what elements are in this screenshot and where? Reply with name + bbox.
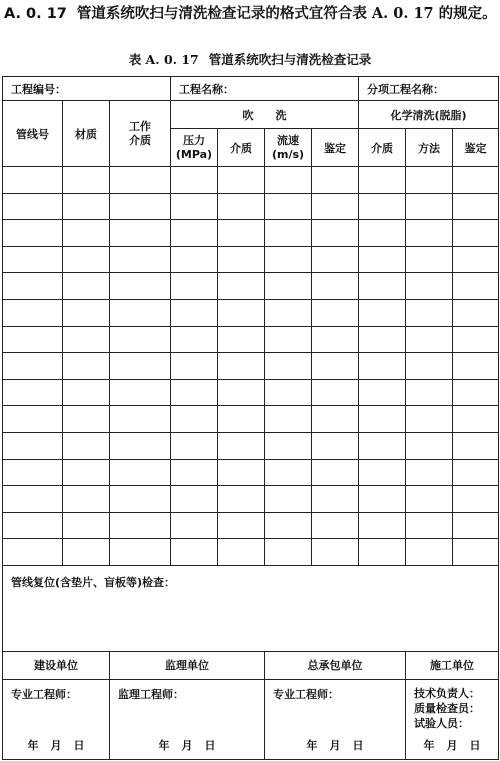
table-cell[interactable] xyxy=(359,459,406,486)
header-work-medium-line1: 工作 xyxy=(129,119,151,133)
table-cell[interactable] xyxy=(3,273,63,300)
header-chem-appraisal: 鉴定 xyxy=(453,129,499,167)
table-cell[interactable] xyxy=(265,193,312,220)
table-cell[interactable] xyxy=(265,326,312,353)
table-cell[interactable] xyxy=(171,512,218,539)
table-cell[interactable] xyxy=(218,539,265,566)
table-cell[interactable] xyxy=(453,326,499,353)
table-cell[interactable] xyxy=(406,299,453,326)
table-row xyxy=(3,406,499,433)
table-cell[interactable] xyxy=(3,539,63,566)
table-row xyxy=(3,379,499,406)
table-cell[interactable] xyxy=(218,326,265,353)
table-cell[interactable] xyxy=(110,432,171,459)
table-cell[interactable] xyxy=(265,406,312,433)
table-cell[interactable] xyxy=(218,273,265,300)
table-cell[interactable] xyxy=(265,512,312,539)
header-appraisal: 鉴定 xyxy=(312,129,359,167)
table-cell[interactable] xyxy=(312,167,359,194)
table-cell[interactable] xyxy=(312,379,359,406)
purge-cleaning-record-table xyxy=(2,76,499,760)
table-cell[interactable] xyxy=(406,193,453,220)
signature-header-row xyxy=(3,651,499,679)
contractor-role: 专业工程师： xyxy=(273,687,339,701)
table-cell[interactable] xyxy=(218,193,265,220)
unit-general-contractor: 总承包单位 xyxy=(265,651,406,679)
table-cell[interactable] xyxy=(265,273,312,300)
table-cell[interactable] xyxy=(63,459,110,486)
table-cell[interactable] xyxy=(3,406,63,433)
table-row xyxy=(3,459,499,486)
table-row xyxy=(3,246,499,273)
table-cell[interactable] xyxy=(218,353,265,380)
table-cell[interactable] xyxy=(63,246,110,273)
table-row xyxy=(3,220,499,247)
table-cell[interactable] xyxy=(63,379,110,406)
table-cell[interactable] xyxy=(406,432,453,459)
table-cell[interactable] xyxy=(63,512,110,539)
table-cell[interactable] xyxy=(453,246,499,273)
contractor-date: 年 月 日 xyxy=(306,738,364,752)
table-row xyxy=(3,273,499,300)
table-cell[interactable] xyxy=(110,299,171,326)
table-cell[interactable] xyxy=(63,353,110,380)
table-number: 表 A. 0. 17 xyxy=(128,52,199,67)
table-cell[interactable] xyxy=(406,486,453,513)
table-cell[interactable] xyxy=(171,326,218,353)
table-cell[interactable] xyxy=(171,432,218,459)
table-cell[interactable] xyxy=(63,273,110,300)
table-cell[interactable] xyxy=(63,432,110,459)
table-row xyxy=(3,326,499,353)
table-cell[interactable] xyxy=(406,539,453,566)
header-medium: 介质 xyxy=(218,129,265,167)
table-cell[interactable] xyxy=(359,379,406,406)
table-cell[interactable] xyxy=(63,486,110,513)
table-cell[interactable] xyxy=(3,379,63,406)
table-cell[interactable] xyxy=(265,432,312,459)
table-cell[interactable] xyxy=(312,220,359,247)
header-chem-medium: 介质 xyxy=(359,129,406,167)
table-cell[interactable] xyxy=(312,299,359,326)
table-cell[interactable] xyxy=(265,167,312,194)
table-cell[interactable] xyxy=(265,220,312,247)
table-cell[interactable] xyxy=(3,459,63,486)
table-cell[interactable] xyxy=(218,220,265,247)
table-cell[interactable] xyxy=(359,512,406,539)
info-row xyxy=(3,77,499,101)
table-cell[interactable] xyxy=(453,167,499,194)
table-name: 管道系统吹扫与清洗检查记录 xyxy=(208,52,372,67)
unit-owner: 建设单位 xyxy=(3,651,110,679)
table-cell[interactable] xyxy=(453,539,499,566)
table-cell[interactable] xyxy=(359,353,406,380)
table-cell[interactable] xyxy=(110,220,171,247)
table-title xyxy=(0,50,500,68)
table-cell[interactable] xyxy=(359,220,406,247)
table-row xyxy=(3,486,499,513)
table-cell[interactable] xyxy=(110,486,171,513)
table-cell[interactable] xyxy=(110,353,171,380)
table-cell[interactable] xyxy=(406,273,453,300)
intro-text: 管道系统吹扫与清洗检查记录的格式宜符合表 A. 0. 17 的规定。 xyxy=(76,5,497,22)
table-cell[interactable] xyxy=(3,486,63,513)
table-cell[interactable] xyxy=(110,193,171,220)
table-cell[interactable] xyxy=(453,353,499,380)
project-name-cell[interactable]: 工程名称： xyxy=(171,77,359,101)
table-cell[interactable] xyxy=(453,459,499,486)
table-cell[interactable] xyxy=(359,326,406,353)
table-cell[interactable] xyxy=(3,432,63,459)
table-cell[interactable] xyxy=(63,193,110,220)
table-cell[interactable] xyxy=(3,167,63,194)
table-cell[interactable] xyxy=(3,299,63,326)
builder-role-tester: 试验人员： xyxy=(414,716,469,730)
table-cell[interactable] xyxy=(453,299,499,326)
header-flow-line2: (m/s) xyxy=(271,147,305,161)
sub-project-cell[interactable]: 分项工程名称： xyxy=(359,77,499,101)
builder-signature-cell[interactable] xyxy=(406,679,499,759)
header-material: 材质 xyxy=(63,101,110,167)
table-cell[interactable] xyxy=(63,167,110,194)
table-cell[interactable] xyxy=(63,539,110,566)
table-cell[interactable] xyxy=(218,459,265,486)
table-cell[interactable] xyxy=(359,299,406,326)
header-pressure-line1: 压力 xyxy=(183,133,205,147)
table-row xyxy=(3,432,499,459)
builder-roles xyxy=(414,686,494,731)
table-cell[interactable] xyxy=(453,379,499,406)
table-cell[interactable] xyxy=(453,486,499,513)
table-cell[interactable] xyxy=(265,299,312,326)
table-row xyxy=(3,512,499,539)
table-cell[interactable] xyxy=(171,406,218,433)
table-cell[interactable] xyxy=(312,539,359,566)
unit-supervisor: 监理单位 xyxy=(110,651,265,679)
table-cell[interactable] xyxy=(265,353,312,380)
table-cell[interactable] xyxy=(3,353,63,380)
table-cell[interactable] xyxy=(312,432,359,459)
table-cell[interactable] xyxy=(453,273,499,300)
data-rows xyxy=(3,167,499,566)
header-work-medium xyxy=(110,101,171,167)
table-cell[interactable] xyxy=(265,379,312,406)
table-cell[interactable] xyxy=(406,220,453,247)
header-chem-group: 化学清洗(脱脂) xyxy=(359,101,499,129)
table-cell[interactable] xyxy=(218,167,265,194)
table-cell[interactable] xyxy=(63,406,110,433)
table-cell[interactable] xyxy=(359,486,406,513)
table-cell[interactable] xyxy=(312,406,359,433)
table-row xyxy=(3,167,499,194)
reset-check-cell[interactable]: 管线复位(含垫片、盲板等)检查： xyxy=(3,565,499,651)
table-cell[interactable] xyxy=(3,193,63,220)
header-purge-group: 吹 洗 xyxy=(171,101,359,129)
intro-paragraph xyxy=(4,2,498,26)
table-row xyxy=(3,193,499,220)
header-pressure xyxy=(171,129,218,167)
header-flow xyxy=(265,129,312,167)
table-cell[interactable] xyxy=(312,459,359,486)
header-pipe-no: 管线号 xyxy=(3,101,63,167)
table-cell[interactable] xyxy=(312,246,359,273)
owner-date: 年 月 日 xyxy=(27,738,85,752)
supervisor-role: 监理工程师： xyxy=(118,687,184,701)
builder-date: 年 月 日 xyxy=(423,738,481,752)
table-cell[interactable] xyxy=(312,326,359,353)
project-no-cell[interactable]: 工程编号： xyxy=(3,77,171,101)
clause-number: A. 0. 17 xyxy=(4,6,67,22)
table-cell[interactable] xyxy=(3,326,63,353)
table-cell[interactable] xyxy=(110,459,171,486)
table-cell[interactable] xyxy=(110,406,171,433)
table-cell[interactable] xyxy=(312,486,359,513)
table-cell[interactable] xyxy=(359,193,406,220)
table-cell[interactable] xyxy=(171,353,218,380)
table-cell[interactable] xyxy=(171,379,218,406)
table-cell[interactable] xyxy=(110,246,171,273)
unit-builder: 施工单位 xyxy=(406,651,499,679)
table-cell[interactable] xyxy=(171,299,218,326)
table-cell[interactable] xyxy=(406,326,453,353)
table-cell[interactable] xyxy=(265,486,312,513)
reset-check-row xyxy=(3,565,499,651)
table-cell[interactable] xyxy=(218,432,265,459)
table-cell[interactable] xyxy=(171,486,218,513)
table-cell[interactable] xyxy=(110,273,171,300)
table-cell[interactable] xyxy=(312,273,359,300)
table-cell[interactable] xyxy=(218,246,265,273)
table-cell[interactable] xyxy=(110,539,171,566)
owner-role: 专业工程师： xyxy=(11,687,77,701)
table-cell[interactable] xyxy=(406,246,453,273)
table-row xyxy=(3,539,499,566)
owner-signature-cell[interactable] xyxy=(3,679,110,759)
table-cell[interactable] xyxy=(359,273,406,300)
table-cell[interactable] xyxy=(265,246,312,273)
table-cell[interactable] xyxy=(359,167,406,194)
table-row xyxy=(3,353,499,380)
table-cell[interactable] xyxy=(312,193,359,220)
table-cell[interactable] xyxy=(171,220,218,247)
table-cell[interactable] xyxy=(110,379,171,406)
table-cell[interactable] xyxy=(110,512,171,539)
table-cell[interactable] xyxy=(406,167,453,194)
header-work-medium-line2: 介质 xyxy=(129,133,151,147)
table-cell[interactable] xyxy=(453,512,499,539)
table-cell[interactable] xyxy=(63,220,110,247)
table-cell[interactable] xyxy=(359,246,406,273)
table-cell[interactable] xyxy=(453,432,499,459)
contractor-signature-cell[interactable] xyxy=(265,679,406,759)
table-cell[interactable] xyxy=(359,406,406,433)
table-cell[interactable] xyxy=(63,326,110,353)
table-cell[interactable] xyxy=(265,539,312,566)
table-cell[interactable] xyxy=(3,246,63,273)
table-cell[interactable] xyxy=(110,167,171,194)
header-pressure-line2: (MPa) xyxy=(175,147,213,161)
table-cell[interactable] xyxy=(110,326,171,353)
table-cell[interactable] xyxy=(171,273,218,300)
header-row-1 xyxy=(3,101,499,129)
table-cell[interactable] xyxy=(406,353,453,380)
table-cell[interactable] xyxy=(453,406,499,433)
table-cell[interactable] xyxy=(218,406,265,433)
table-cell[interactable] xyxy=(359,539,406,566)
table-cell[interactable] xyxy=(312,353,359,380)
table-cell[interactable] xyxy=(171,193,218,220)
table-cell[interactable] xyxy=(218,512,265,539)
table-cell[interactable] xyxy=(171,167,218,194)
builder-role-tech-lead: 技术负责人： xyxy=(414,686,480,700)
table-cell[interactable] xyxy=(63,299,110,326)
table-cell[interactable] xyxy=(359,432,406,459)
header-flow-line1: 流速 xyxy=(277,133,299,147)
table-cell[interactable] xyxy=(171,539,218,566)
table-cell[interactable] xyxy=(265,459,312,486)
table-cell[interactable] xyxy=(453,220,499,247)
table-cell[interactable] xyxy=(218,299,265,326)
signature-row xyxy=(3,679,499,759)
table-cell[interactable] xyxy=(406,512,453,539)
supervisor-date: 年 月 日 xyxy=(158,738,216,752)
table-cell[interactable] xyxy=(171,459,218,486)
supervisor-signature-cell[interactable] xyxy=(110,679,265,759)
table-cell[interactable] xyxy=(3,220,63,247)
table-cell[interactable] xyxy=(453,193,499,220)
table-cell[interactable] xyxy=(218,379,265,406)
table-cell[interactable] xyxy=(312,512,359,539)
table-cell[interactable] xyxy=(3,512,63,539)
builder-role-qc-inspector: 质量检查员： xyxy=(414,701,480,715)
table-row xyxy=(3,299,499,326)
table-cell[interactable] xyxy=(171,246,218,273)
table-cell[interactable] xyxy=(218,486,265,513)
table-cell[interactable] xyxy=(406,406,453,433)
header-method: 方法 xyxy=(406,129,453,167)
table-cell[interactable] xyxy=(406,379,453,406)
table-cell[interactable] xyxy=(406,459,453,486)
